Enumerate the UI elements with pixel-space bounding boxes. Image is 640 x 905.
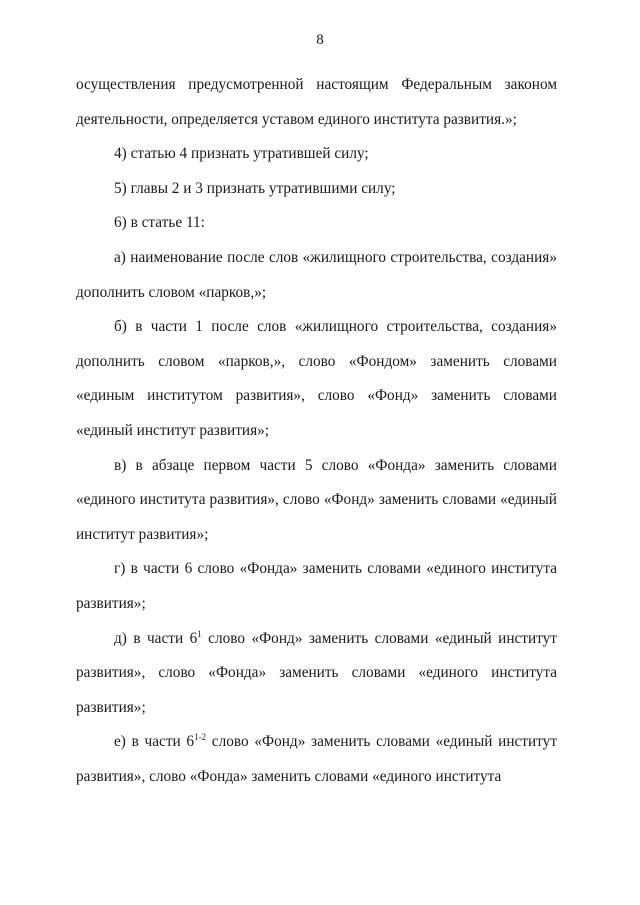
paragraph-subitem-e <box>76 725 557 794</box>
paragraph-item-5: 5) главы 2 и 3 признать утратившими силу; <box>114 179 396 197</box>
paragraph-item-4: 4) статью 4 признать утратившей силу; <box>114 145 369 163</box>
paragraph-subitem-b: б) в части 1 после слов «жилищного строительства, создания» дополнить словом «парков,», слово «Фондом» заменить словами «единым институтом развития», слово «Фонд» заменить словами «единый институт развития»; <box>76 318 557 439</box>
superscript-index: 1-2 <box>194 732 207 743</box>
paragraph-subitem-d-rest: слово «Фонд» заменить словами «единый институт развития», слово «Фонда» заменить словами «единого института развития»; <box>76 629 557 716</box>
paragraph-subitem-g: г) в части 6 слово «Фонда» заменить словами «единого института развития»; <box>76 560 557 612</box>
document-body <box>76 68 557 794</box>
superscript-index: 1 <box>197 628 202 639</box>
paragraph-subitem-v: в) в абзаце первом части 5 слово «Фонда» заменить словами «единого института развития», слово «Фонд» заменить словами «единый институт развития»; <box>76 456 557 543</box>
paragraph-continuation: осуществления предусмотренной настоящим Федеральным законом деятельности, определяется уставом единого института развития.»; <box>76 76 557 128</box>
paragraph-subitem-a: а) наименование после слов «жилищного строительства, создания» дополнить словом «парков,»; <box>76 248 557 301</box>
paragraph-subitem-d <box>76 622 557 726</box>
paragraph-subitem-e-rest: слово «Фонд» заменить словами «единый институт развития», слово «Фонда» заменить словами «единого института <box>76 733 557 785</box>
paragraph-subitem-d-start: д) в части 6 <box>114 629 198 647</box>
paragraph-subitem-e-start: е) в части 6 <box>114 733 195 751</box>
page-number: 8 <box>316 32 324 48</box>
paragraph-item-6: 6) в статье 11: <box>114 214 205 232</box>
